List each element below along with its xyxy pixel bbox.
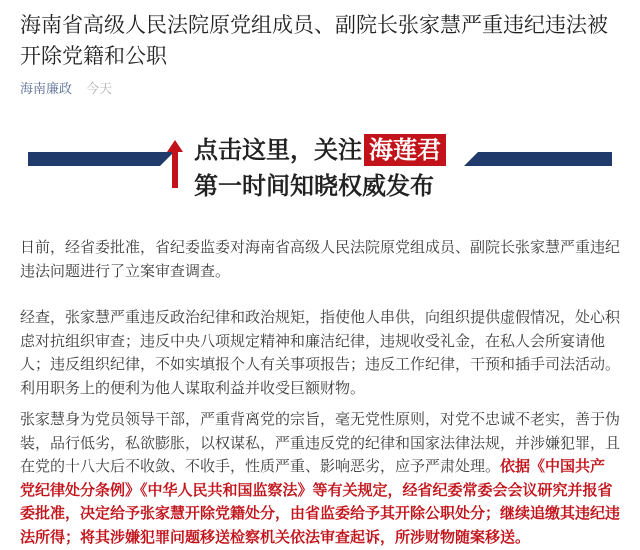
article-meta <box>20 78 112 97</box>
follow-banner[interactable] <box>0 128 640 218</box>
paragraph-2: 经查，张家慧严重违反政治纪律和政治规矩，指使他人串供，向组织提供虚假情况，处心积虑对抗组织审查；违反中央八项规定精神和廉洁纪律，违规收受礼金，在私人会所宴请他人；违反组织纪律，不如实填报个人有关事项报告；违反工作纪律，干预和插手司法活动。利用职务上的便利为他人谋取利益并收受巨额财物。 <box>20 308 621 397</box>
banner-follow-text: 点击这里，关注 <box>194 136 362 164</box>
publish-time: 今天 <box>86 82 113 97</box>
banner-line-2: 第一时间知晓权威发布 <box>194 172 434 200</box>
banner-stripe-right <box>478 152 612 166</box>
paragraph-3-text: 张家慧身为党员领导干部，严重背离党的宗旨，毫无党性原则，对党不忠诚不老实，善于伪装，品行低劣，私欲膨胀，以权谋私，严重违反党的纪律和国家法律法规，并涉嫌犯罪，且在党的十八大后不收敛、不收手，性质严重、影响恶劣，应予严肃处理。 <box>20 410 621 475</box>
account-name-link[interactable]: 海南廉政 <box>20 82 73 97</box>
banner-line-1 <box>194 134 446 166</box>
up-arrow-icon <box>167 140 183 188</box>
banner-account-highlight: 海莲君 <box>364 134 446 166</box>
paragraph-1: 日前，经省委批准，省纪委监委对海南省高级人民法院原党组成员、副院长张家慧严重违纪违法问题进行了立案审查调查。 <box>20 238 621 280</box>
paragraph-3 <box>20 408 620 549</box>
paragraph-3-decision-text: 依据《中国共产党纪律处分条例》《中华人民共和国监察法》等有关规定，经省纪委常委会会议研究并报省委批准，决定给予张家慧开除党籍处分，由省监委给予其开除公职处分；继续追缴其违纪违法所得；将其涉嫌犯罪问题移送检察机关依法审查起诉，所涉财物随案移送。 <box>20 457 621 546</box>
banner-stripe-left <box>28 152 160 166</box>
article-title: 海南省高级人民法院原党组成员、副院长张家慧严重违纪违法被开除党籍和公职 <box>20 13 608 68</box>
